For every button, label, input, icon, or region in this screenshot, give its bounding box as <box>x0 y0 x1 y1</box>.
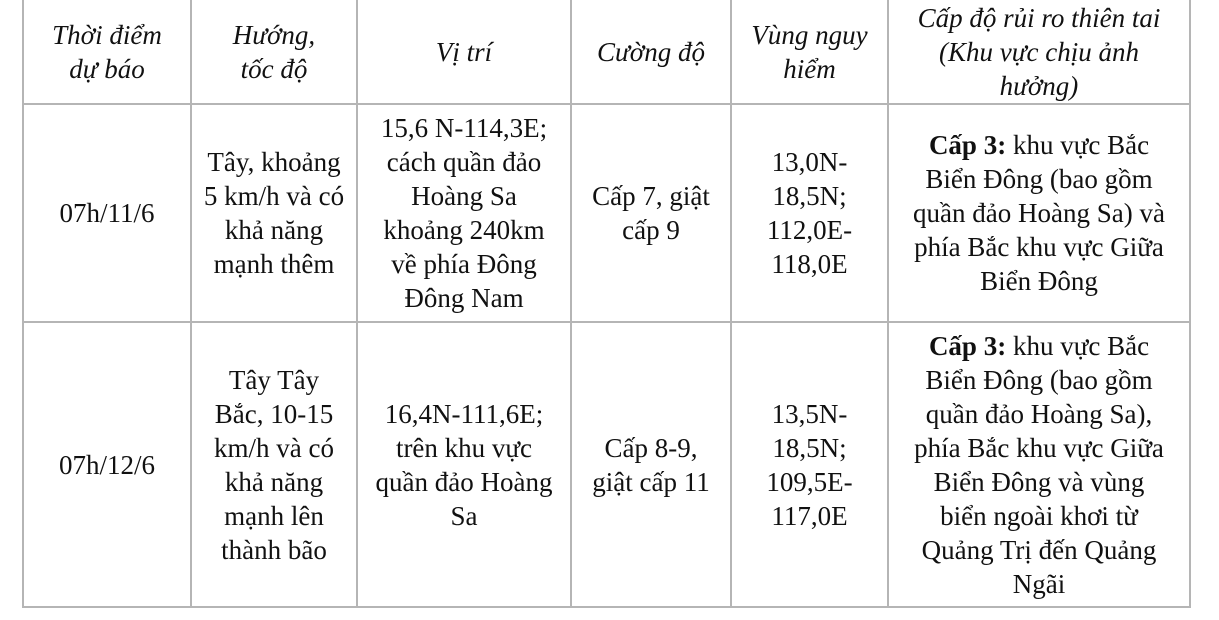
header-risk: Cấp độ rủi ro thiên tai (Khu vực chịu ảnh hưởng) <box>888 0 1190 104</box>
cell-direction: Tây, khoảng 5 km/h và có khả năng mạnh thêm <box>191 104 357 322</box>
header-danger-zone: Vùng nguy hiểm <box>731 0 888 104</box>
cell-intensity: Cấp 8-9, giật cấp 11 <box>571 322 731 607</box>
cell-intensity: Cấp 7, giật cấp 9 <box>571 104 731 322</box>
forecast-table <box>22 0 1191 608</box>
header-time: Thời điểm dự báo <box>23 0 191 104</box>
cell-risk: Cấp 3: khu vực Bắc Biển Đông (bao gồm quần đảo Hoàng Sa) và phía Bắc khu vực Giữa Biển Đông <box>888 104 1190 322</box>
cell-time: 07h/11/6 <box>23 104 191 322</box>
risk-first-line: Cấp 3: khu vực Bắc <box>928 130 1150 160</box>
risk-level: Cấp 3: <box>928 130 1007 160</box>
cell-position: 16,4N-111,6E; trên khu vực quần đảo Hoàng Sa <box>357 322 571 607</box>
table-row <box>23 104 1190 322</box>
cell-danger-zone: 13,0N- 18,5N; 112,0E- 118,0E <box>731 104 888 322</box>
cell-direction: Tây Tây Bắc, 10-15 km/h và có khả năng mạnh lên thành bão <box>191 322 357 607</box>
cell-position: 15,6 N-114,3E; cách quần đảo Hoàng Sa khoảng 240km về phía Đông Đông Nam <box>357 104 571 322</box>
cell-risk: Cấp 3: khu vực Bắc Biển Đông (bao gồm quần đảo Hoàng Sa), phía Bắc khu vực Giữa Biển Đông và vùng biển ngoài khơi từ Quảng Trị đến Quảng Ngãi <box>888 322 1190 607</box>
table-row <box>23 322 1190 607</box>
header-direction: Hướng, tốc độ <box>191 0 357 104</box>
table-header-row <box>23 0 1190 104</box>
risk-first-line: Cấp 3: khu vực Bắc <box>928 330 1150 361</box>
risk-level: Cấp 3: <box>928 330 1007 361</box>
header-position: Vị trí <box>357 0 571 104</box>
header-intensity: Cường độ <box>571 0 731 104</box>
cell-time: 07h/12/6 <box>23 322 191 607</box>
cell-danger-zone: 13,5N- 18,5N; 109,5E- 117,0E <box>731 322 888 607</box>
